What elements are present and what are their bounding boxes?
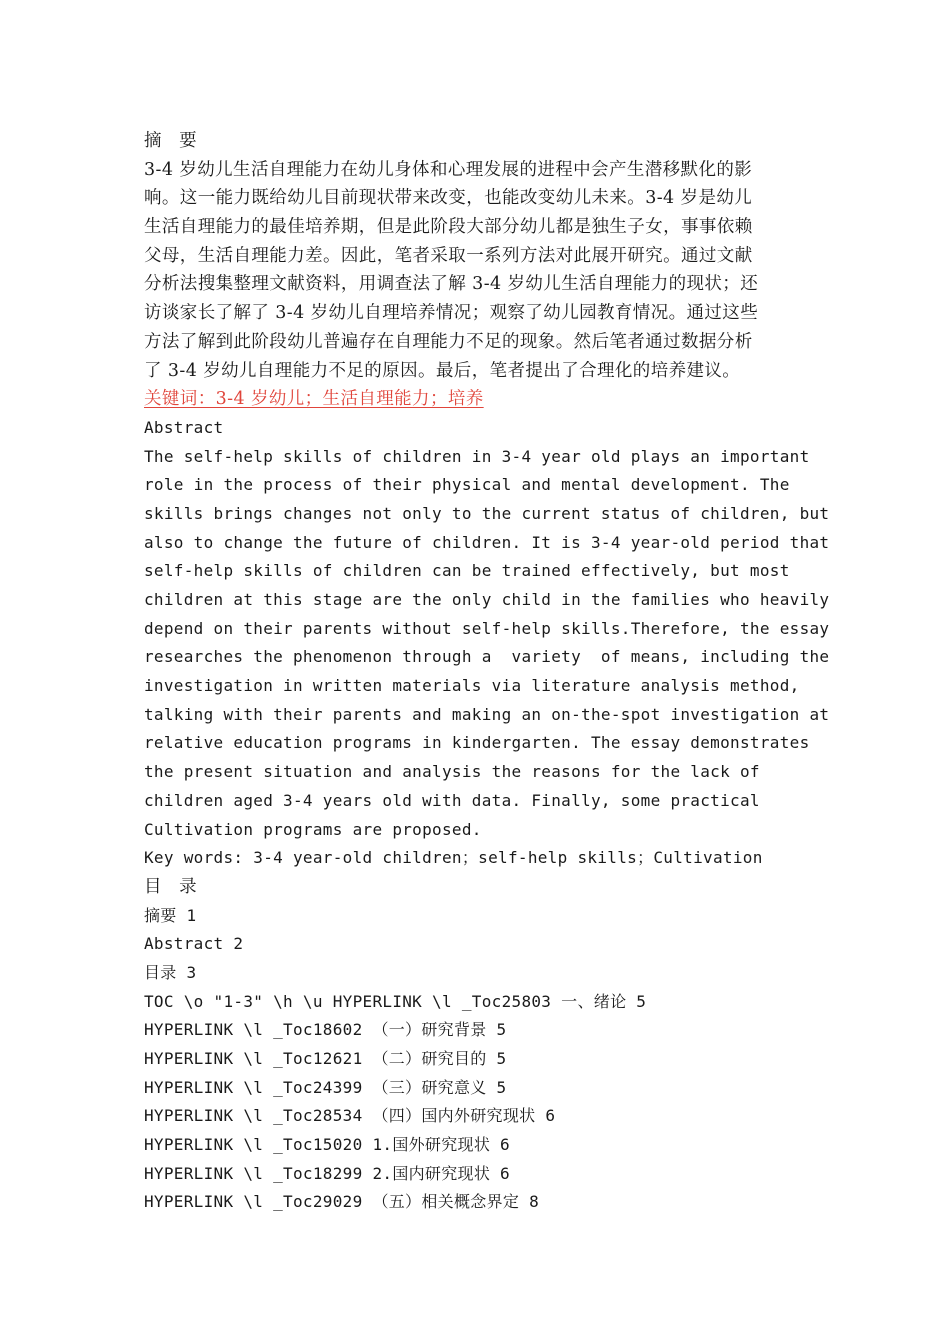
abstract-en-line: children aged 3-4 years old with data. Finally, some practical (144, 790, 760, 810)
abstract-en-line: Cultivation programs are proposed. (144, 819, 482, 839)
abstract-en-line: depend on their parents without self-help skills.Therefore, the essay (144, 618, 830, 638)
toc-item[interactable]: HYPERLINK \l _Toc12621 （二）研究目的 5 (144, 1049, 507, 1068)
abstract-cn-line: 分析法搜集整理文献资料，用调查法了解 3-4 岁幼儿生活自理能力的现状；还 (144, 274, 759, 295)
document-content (144, 127, 830, 1217)
abstract-en-line: investigation in written materials via literature analysis method, (144, 676, 800, 696)
toc-item[interactable]: HYPERLINK \l _Toc28534 （四）国内外研究现状 6 (144, 1106, 556, 1126)
abstract-en-line: talking with their parents and making an on-the-spot investigation at (144, 704, 830, 724)
toc-item[interactable]: HYPERLINK \l _Toc24399 （三）研究意义 5 (144, 1077, 507, 1097)
abstract-en-line: relative education programs in kindergarten. The essay demonstrates (144, 733, 810, 753)
abstract-cn-heading: 摘 要 (144, 131, 203, 151)
toc-item[interactable]: Abstract 2 (144, 934, 244, 954)
abstract-en-line: role in the process of their physical and mental development. The (144, 475, 790, 495)
toc-item[interactable]: HYPERLINK \l _Toc18299 2.国内研究现状 6 (144, 1163, 510, 1183)
toc-item[interactable]: HYPERLINK \l _Toc29029 （五）相关概念界定 8 (144, 1192, 540, 1212)
abstract-en-line: also to change the future of children. It is 3-4 year-old period that (144, 532, 830, 552)
toc-item[interactable]: HYPERLINK \l _Toc15020 1.国外研究现状 6 (144, 1135, 510, 1155)
keywords-en: Key words: 3-4 year-old children；self-help skills；Cultivation (144, 848, 763, 868)
abstract-en-line: self-help skills of children can be trained effectively, but most (144, 561, 790, 581)
abstract-cn-line: 响。这一能力既给幼儿目前现状带来改变，也能改变幼儿未来。3-4 岁是幼儿 (144, 188, 753, 209)
abstract-en-line: skills brings changes not only to the current status of children, but (144, 503, 830, 523)
toc-item[interactable]: 目录 3 (144, 962, 197, 982)
abstract-cn-line: 方法了解到此阶段幼儿普遍存在自理能力不足的现象。然后笔者通过数据分析 (144, 331, 753, 352)
abstract-en-line: The self-help skills of children in 3-4 year old plays an important (144, 446, 810, 466)
abstract-cn-line: 父母，生活自理能力差。因此，笔者采取一系列方法对此展开研究。通过文献 (144, 245, 753, 266)
abstract-cn-line: 访谈家长了解了 3-4 岁幼儿自理培养情况；观察了幼儿园教育情况。通过这些 (144, 303, 759, 324)
abstract-en-line: children at this stage are the only child in the families who heavily (144, 590, 830, 609)
toc-heading: 目 录 (144, 876, 203, 897)
abstract-en-heading: Abstract (144, 417, 224, 437)
abstract-en-line: researches the phenomenon through a variety of means, including the (144, 647, 830, 667)
keywords-cn: 关键词：3-4 岁幼儿；生活自理能力；培养 (144, 389, 484, 410)
abstract-cn-line: 生活自理能力的最佳培养期，但是此阶段大部分幼儿都是独生子女，事事依赖 (144, 217, 753, 238)
toc-item[interactable]: TOC \o "1-3" \h \u HYPERLINK \l _Toc25803 一、绪论 5 (144, 991, 647, 1011)
toc-item[interactable]: 摘要 1 (144, 905, 197, 925)
abstract-cn-line: 了 3-4 岁幼儿自理能力不足的原因。最后，笔者提出了合理化的培养建议。 (144, 360, 741, 381)
toc-item[interactable]: HYPERLINK \l _Toc18602 （一）研究背景 5 (144, 1020, 507, 1040)
abstract-en-line: the present situation and analysis the reasons for the lack of (144, 762, 760, 782)
abstract-cn-line: 3-4 岁幼儿生活自理能力在幼儿身体和心理发展的进程中会产生潜移默化的影 (144, 159, 753, 180)
